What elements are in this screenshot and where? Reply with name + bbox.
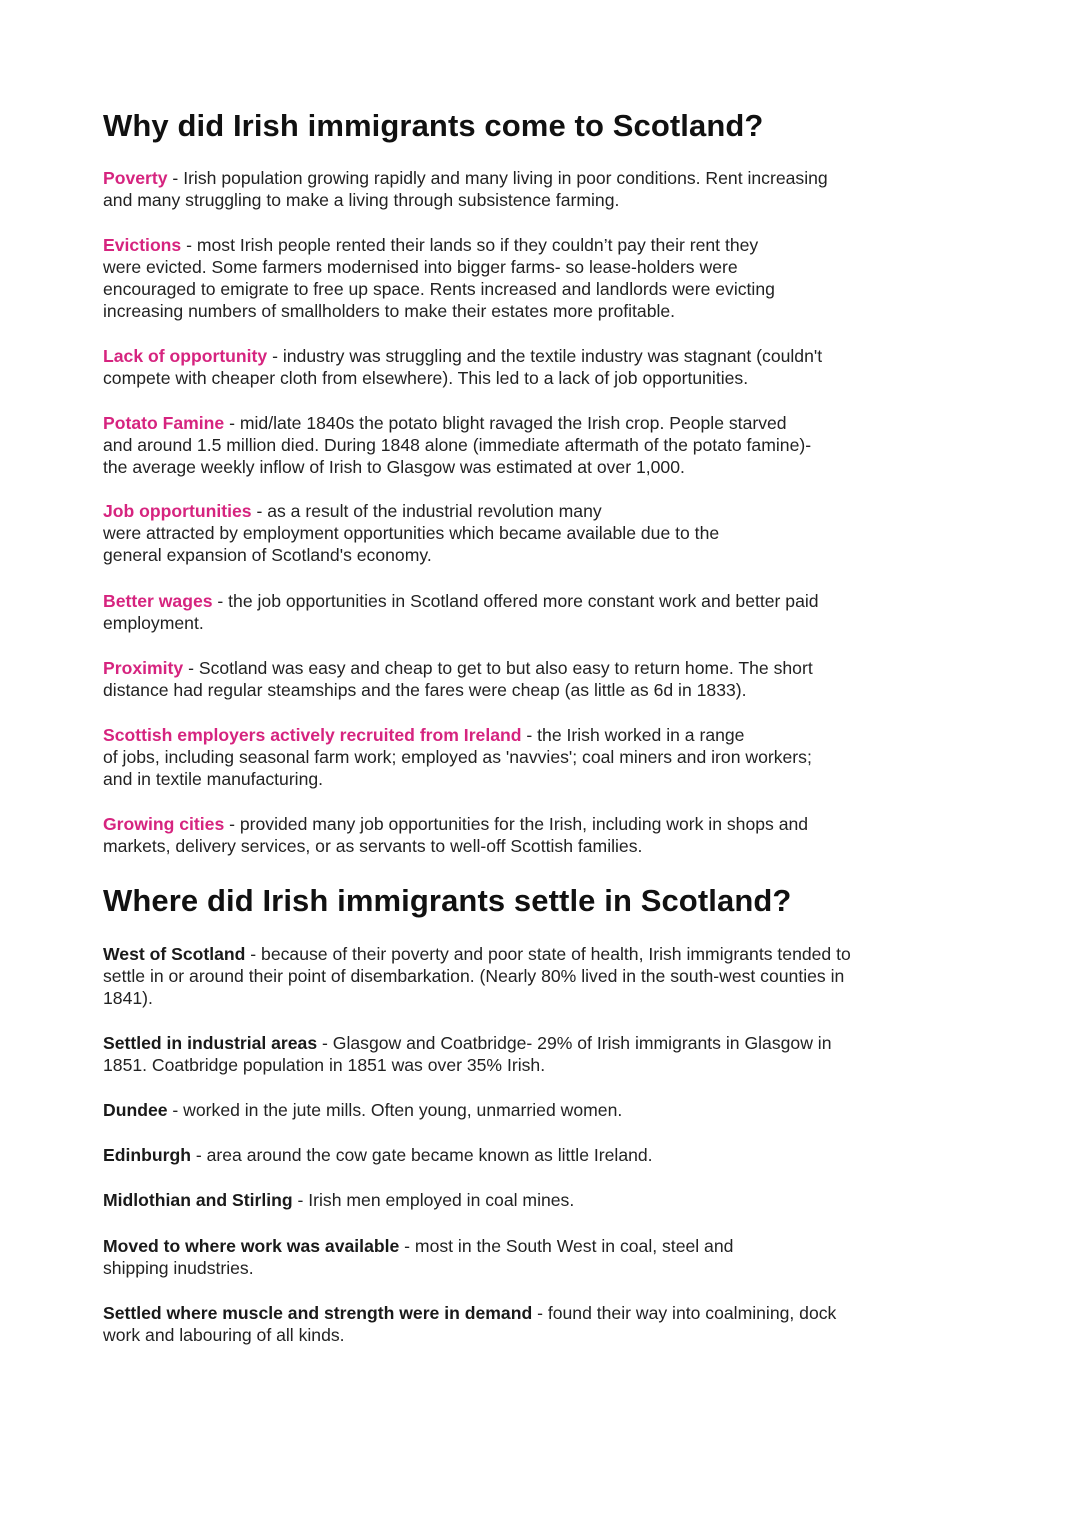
entry-job-opportunities <box>103 500 719 566</box>
entry-text: because of their poverty and poor state of health, Irish immigrants tended to settle in or around their point of disembarkation. (Nearly 80% lived in the south-west counties in 1841). <box>103 944 851 1008</box>
entry-poverty <box>103 167 828 211</box>
entry-separator: - <box>183 658 199 678</box>
entry-scottish-employers <box>103 724 812 790</box>
entry-term: Scottish employers actively recruited from Ireland <box>103 725 522 745</box>
entry-separator: - <box>251 501 268 521</box>
entry-west-of-scotland <box>103 943 851 1009</box>
entry-proximity <box>103 657 813 701</box>
entry-term: Proximity <box>103 658 184 678</box>
entry-text: Glasgow and Coatbridge- 29% of Irish immigrants in Glasgow in 1851. Coatbridge population in 1851 was over 35% Irish. <box>103 1033 832 1075</box>
entry-separator: - <box>224 413 240 433</box>
entry-text: Irish men employed in coal mines. <box>308 1190 575 1210</box>
entry-edinburgh <box>103 1144 653 1166</box>
entry-text: Scotland was easy and cheap to get to but also easy to return home. The short distance had regular steamships and the fares were cheap (as little as 6d in 1833). <box>103 658 813 700</box>
entry-moved-to-work <box>103 1235 733 1279</box>
entry-better-wages <box>103 590 819 634</box>
entry-midlothian-stirling <box>103 1189 574 1211</box>
entry-separator: - <box>167 1100 184 1120</box>
entry-muscle-and-strength <box>103 1302 836 1346</box>
entry-term: Lack of opportunity <box>103 346 268 366</box>
entry-text: worked in the jute mills. Often young, unmarried women. <box>183 1100 623 1120</box>
entry-term: Settled where muscle and strength were in demand <box>103 1303 533 1323</box>
entry-term: Poverty <box>103 168 168 188</box>
entry-term: Settled in industrial areas <box>103 1033 318 1053</box>
entry-separator: - <box>224 814 240 834</box>
entry-text: the Irish worked in a range of jobs, including seasonal farm work; employed as 'navvies'; coal miners and iron workers; and in textile manufacturing. <box>103 725 812 789</box>
entry-separator: - <box>167 168 184 188</box>
entry-term: Midlothian and Stirling <box>103 1190 293 1210</box>
entry-text: industry was struggling and the textile industry was stagnant (couldn't compete with cheaper cloth from elsewhere). This led to a lack of job opportunities. <box>103 346 823 388</box>
section-heading-where: Where did Irish immigrants settle in Scotland? <box>103 883 792 918</box>
entry-text: as a result of the industrial revolution many were attracted by employment opportunities which became available due to the general expansion of Scotland's economy. <box>103 501 720 565</box>
entry-growing-cities <box>103 813 808 857</box>
entry-text: Irish population growing rapidly and many living in poor conditions. Rent increasing and many struggling to make a living through subsistence farming. <box>103 168 828 210</box>
section-heading-why: Why did Irish immigrants come to Scotland? <box>103 108 764 143</box>
entry-separator: - <box>399 1236 415 1256</box>
entry-term: Job opportunities <box>103 501 252 521</box>
entry-potato-famine <box>103 412 811 478</box>
entry-term: Growing cities <box>103 814 225 834</box>
entry-term: Evictions <box>103 235 182 255</box>
entry-term: West of Scotland <box>103 944 246 964</box>
entry-separator: - <box>521 725 538 745</box>
entry-text: provided many job opportunities for the Irish, including work in shops and markets, delivery services, or as servants to well-off Scottish families. <box>103 814 809 856</box>
entry-separator: - <box>181 235 197 255</box>
entry-dundee <box>103 1099 622 1121</box>
entry-separator: - <box>245 944 262 964</box>
entry-term: Dundee <box>103 1100 168 1120</box>
entry-term: Better wages <box>103 591 213 611</box>
entry-lack-of-opportunity <box>103 345 822 389</box>
entry-term: Edinburgh <box>103 1145 191 1165</box>
entry-text: most Irish people rented their lands so if they couldn’t pay their rent they were evicted. Some farmers modernised into bigger farms- so lease-holders were encouraged to emigrate to free up space. Rents increased and landlords were evicting increasing numbers of smallholders to make their estates more profitable. <box>103 235 775 321</box>
entry-text: the job opportunities in Scotland offered more constant work and better paid employment. <box>103 591 819 633</box>
entry-term: Moved to where work was available <box>103 1236 400 1256</box>
entry-text: mid/late 1840s the potato blight ravaged the Irish crop. People starved and around 1.5 million died. During 1848 alone (immediate aftermath of the potato famine)- the average weekly inflow of Irish to Glasgow was estimated at over 1,000. <box>103 413 812 477</box>
entry-separator: - <box>292 1190 309 1210</box>
entry-separator: - <box>190 1145 207 1165</box>
entry-separator: - <box>532 1303 548 1323</box>
entry-text: area around the cow gate became known as little Ireland. <box>206 1145 653 1165</box>
entry-separator: - <box>267 346 283 366</box>
entry-text: found their way into coalmining, dock work and labouring of all kinds. <box>103 1303 837 1345</box>
entry-separator: - <box>317 1033 333 1053</box>
entry-separator: - <box>212 591 229 611</box>
entry-term: Potato Famine <box>103 413 225 433</box>
entry-industrial-areas <box>103 1032 831 1076</box>
entry-evictions <box>103 234 775 322</box>
entry-text: most in the South West in coal, steel and shipping inudstries. <box>103 1236 734 1278</box>
